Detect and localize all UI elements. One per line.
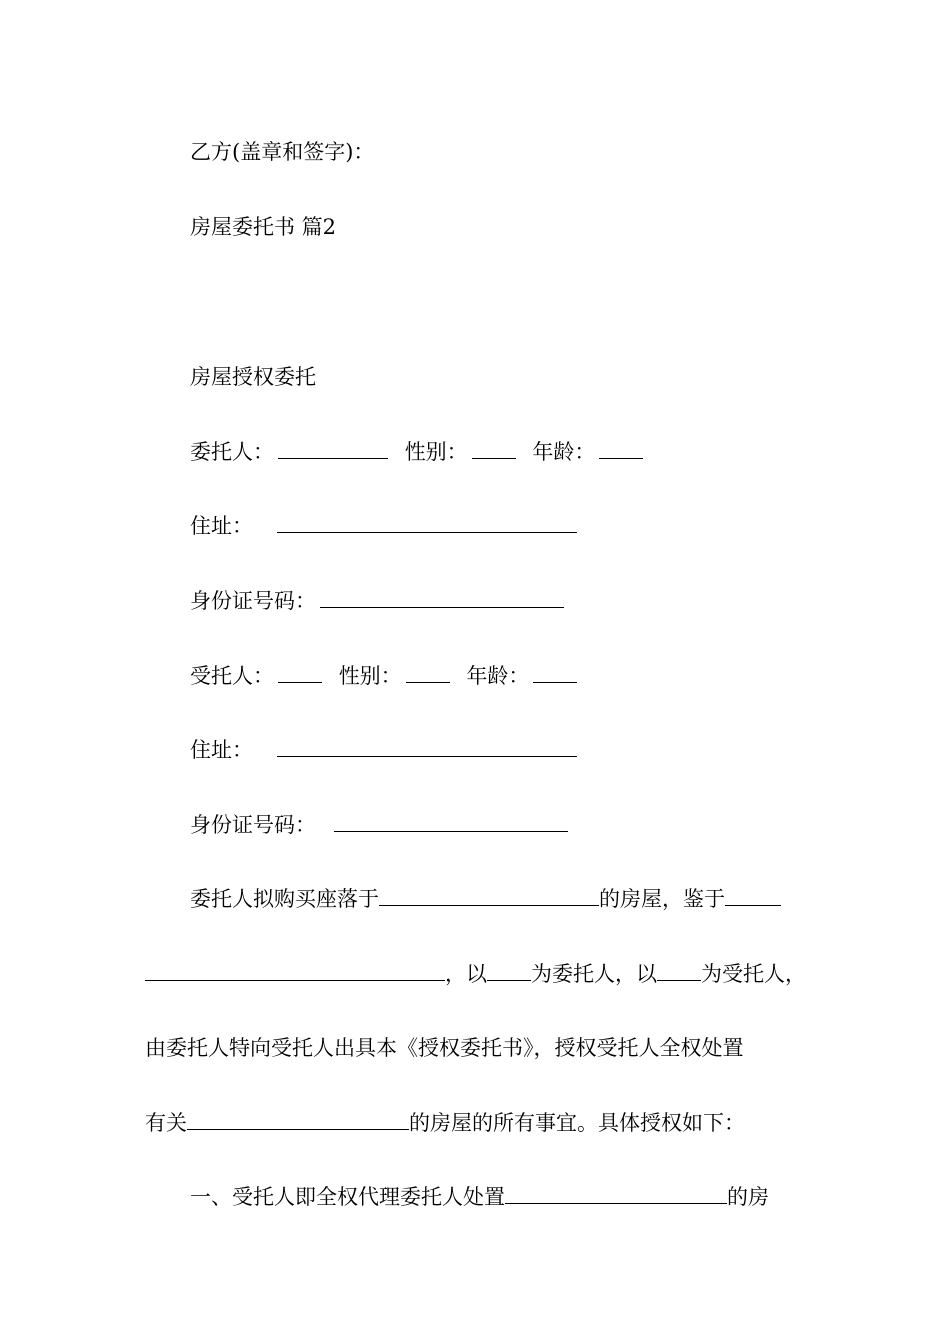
principal-address-label: 住址： (190, 514, 253, 538)
agent-id-row (190, 810, 568, 840)
principal-age-blank[interactable] (599, 438, 643, 459)
body-line-2-text-b: 为委托人，以 (531, 962, 657, 986)
body-line-4-text-b: 的房屋的所有事宜。具体授权如下： (409, 1111, 745, 1135)
body-line-3-text: 由委托人特向受托人出具本《授权委托书》，授权受托人全权处置 (145, 1036, 744, 1060)
agent-age-blank[interactable] (533, 662, 577, 683)
body-line-5-text-b: 的房 (727, 1185, 769, 1209)
body-line-2-text-c: 为受托人， (701, 962, 806, 986)
agent-name-blank[interactable] (278, 662, 322, 683)
agent-gender-blank[interactable] (406, 662, 450, 683)
handled-property-blank[interactable] (505, 1183, 727, 1204)
agent-address-label: 住址： (190, 738, 253, 762)
body-line-1 (190, 884, 781, 914)
principal-id-label: 身份证号码： (190, 589, 316, 613)
agent-age-label: 年龄： (466, 664, 530, 688)
principal-age-label: 年龄： (532, 440, 596, 464)
principal-address-blank[interactable] (277, 512, 577, 533)
principal-info-row (190, 437, 643, 467)
reason-blank-start[interactable] (725, 885, 781, 906)
section-title (190, 212, 336, 242)
document-title-text: 房屋授权委托 (190, 365, 316, 389)
body-line-1-text-b: 的房屋，鉴于 (599, 887, 725, 911)
section-title-text: 房屋委托书 篇2 (190, 215, 337, 239)
related-property-blank[interactable] (187, 1109, 409, 1130)
agent-id-label: 身份证号码： (190, 813, 316, 837)
principal-gender-label: 性别： (404, 440, 468, 464)
agent-party-blank[interactable] (657, 960, 701, 981)
principal-label: 委托人： (190, 440, 274, 464)
agent-gender-label: 性别： (338, 664, 402, 688)
principal-name-blank[interactable] (278, 438, 388, 459)
body-line-2 (145, 959, 806, 989)
principal-id-row (190, 586, 564, 616)
agent-info-row (190, 661, 577, 691)
principal-party-blank[interactable] (487, 960, 531, 981)
body-line-2-text-a: ，以 (445, 962, 487, 986)
reason-blank-continued[interactable] (145, 960, 445, 981)
agent-label: 受托人： (190, 664, 274, 688)
agent-address-blank[interactable] (277, 736, 577, 757)
body-line-1-text-a: 委托人拟购买座落于 (190, 887, 379, 911)
body-line-3 (145, 1033, 744, 1063)
principal-id-blank[interactable] (320, 587, 564, 608)
party-b-signature-line (190, 137, 374, 167)
property-location-blank[interactable] (379, 885, 599, 906)
agent-id-blank[interactable] (334, 811, 568, 832)
body-line-4 (145, 1108, 745, 1138)
party-b-signature-label: 乙方(盖章和签字)： (190, 140, 375, 164)
principal-gender-blank[interactable] (472, 438, 516, 459)
body-line-5-text-a: 一、受托人即全权代理委托人处置 (190, 1185, 505, 1209)
principal-address-row (190, 511, 577, 541)
body-line-5 (190, 1182, 769, 1212)
agent-address-row (190, 735, 577, 765)
body-line-4-text-a: 有关 (145, 1111, 187, 1135)
document-title (190, 362, 316, 392)
